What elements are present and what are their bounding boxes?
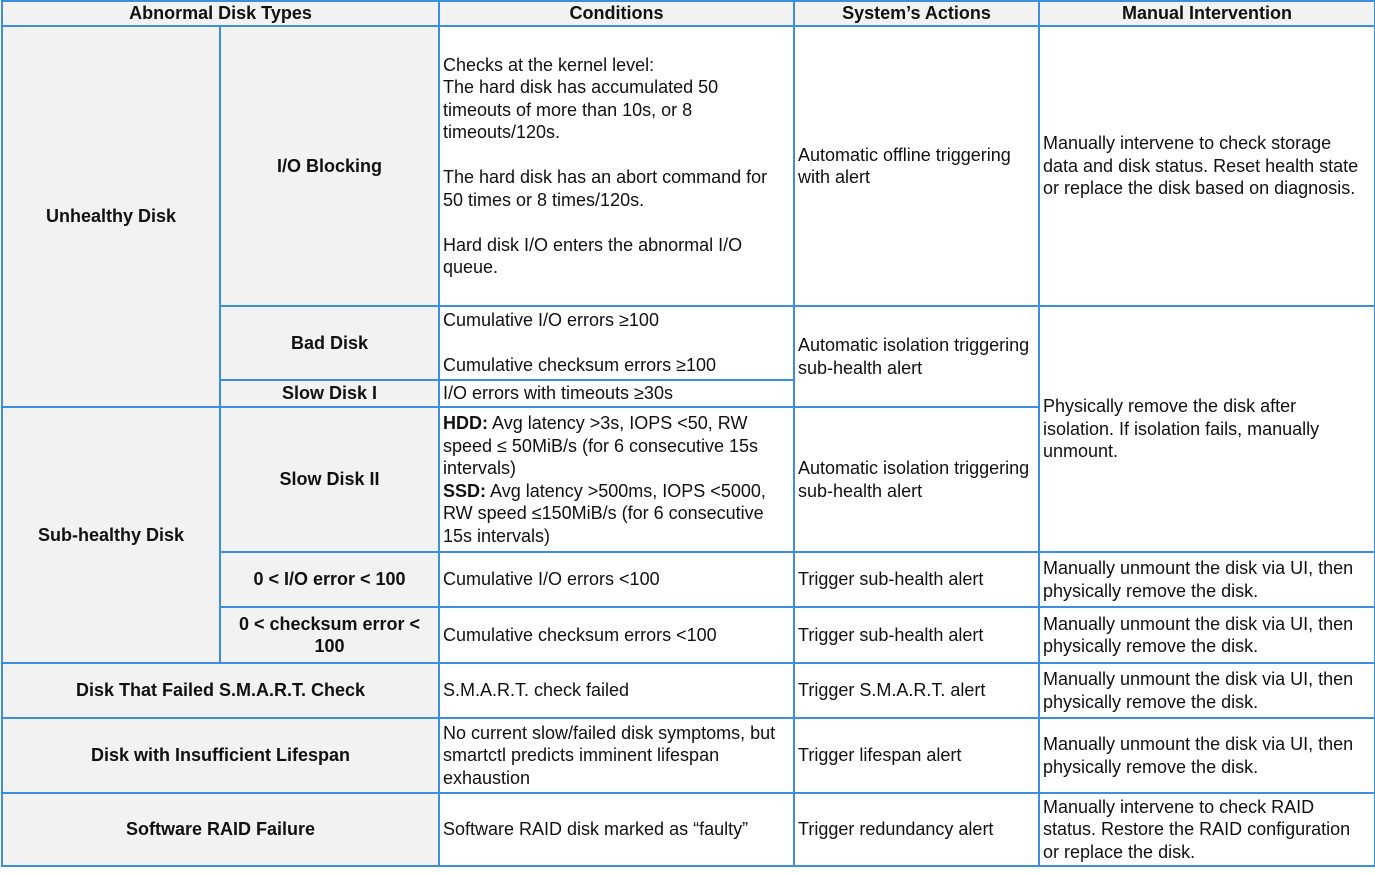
manual-smart: Manually unmount the disk via UI, then physically remove the disk. [1039, 663, 1375, 718]
type-smart: Disk That Failed S.M.A.R.T. Check [2, 663, 439, 718]
manual-lifespan: Manually unmount the disk via UI, then physically remove the disk. [1039, 718, 1375, 793]
header-manual: Manual Intervention [1039, 1, 1375, 26]
cond-bad-disk [439, 306, 794, 380]
hdd-label: HDD: [443, 413, 488, 433]
type-checksum-error: 0 < checksum error < 100 [220, 607, 439, 663]
cond-line: The hard disk has accumulated 50 timeouts of more than 10s, or 8 timeouts/120s. [443, 77, 719, 142]
action-slow-disk-2: Automatic isolation triggering sub-health alert [794, 407, 1039, 552]
type-raid: Software RAID Failure [2, 793, 439, 866]
cond-checksum-error: Cumulative checksum errors <100 [439, 607, 794, 663]
group-unhealthy: Unhealthy Disk [2, 26, 220, 407]
cond-io-blocking [439, 26, 794, 306]
header-actions: System’s Actions [794, 1, 1039, 26]
action-checksum-error: Trigger sub-health alert [794, 607, 1039, 663]
table-header-row [2, 1, 1375, 26]
header-types: Abnormal Disk Types [2, 1, 439, 26]
table-row [2, 26, 1375, 306]
cond-line: Hard disk I/O enters the abnormal I/O queue. [443, 234, 743, 277]
header-conditions: Conditions [439, 1, 794, 26]
action-io-blocking: Automatic offline triggering with alert [794, 26, 1039, 306]
cond-line: Cumulative I/O errors ≥100 [443, 310, 659, 331]
manual-raid: Manually intervene to check RAID status. Restore the RAID configuration or replace the disk. [1039, 793, 1375, 866]
type-io-blocking: I/O Blocking [220, 26, 439, 306]
cond-line: Checks at the kernel level: [443, 54, 655, 75]
type-lifespan: Disk with Insufficient Lifespan [2, 718, 439, 793]
manual-io-blocking: Manually intervene to check storage data and disk status. Reset health state or replace the disk based on diagnosis. [1039, 26, 1375, 306]
action-io-error: Trigger sub-health alert [794, 552, 1039, 607]
cond-io-error: Cumulative I/O errors <100 [439, 552, 794, 607]
cond-lifespan: No current slow/failed disk symptoms, but smartctl predicts imminent lifespan exhaustion [439, 718, 794, 793]
manual-io-error: Manually unmount the disk via UI, then physically remove the disk. [1039, 552, 1375, 607]
cond-line: Cumulative checksum errors ≥100 [443, 355, 716, 376]
cond-raid: Software RAID disk marked as “faulty” [439, 793, 794, 866]
action-bad-disk: Automatic isolation triggering sub-health alert [794, 306, 1039, 407]
abnormal-disk-table [1, 0, 1375, 867]
cond-ssd [443, 480, 790, 548]
table-row [2, 663, 1375, 718]
table-row [2, 718, 1375, 793]
type-slow-disk-2: Slow Disk II [220, 407, 439, 552]
action-raid: Trigger redundancy alert [794, 793, 1039, 866]
type-bad-disk: Bad Disk [220, 306, 439, 380]
ssd-text: Avg latency >500ms, IOPS <5000, RW speed ≤150MiB/s (for 6 consecutive 15s intervals) [443, 480, 766, 546]
cond-line: The hard disk has an abort command for 50 times or 8 times/120s. [443, 167, 768, 210]
table-row [2, 793, 1375, 866]
cond-slow-disk-2 [439, 407, 794, 552]
cond-slow-disk-1: I/O errors with timeouts ≥30s [439, 380, 794, 407]
action-lifespan: Trigger lifespan alert [794, 718, 1039, 793]
type-slow-disk-1: Slow Disk I [220, 380, 439, 407]
action-smart: Trigger S.M.A.R.T. alert [794, 663, 1039, 718]
cond-smart: S.M.A.R.T. check failed [439, 663, 794, 718]
type-io-error: 0 < I/O error < 100 [220, 552, 439, 607]
manual-checksum-error: Manually unmount the disk via UI, then physically remove the disk. [1039, 607, 1375, 663]
ssd-label: SSD: [443, 480, 487, 501]
cond-hdd [443, 412, 790, 480]
group-subhealthy: Sub-healthy Disk [2, 407, 220, 663]
manual-isolation: Physically remove the disk after isolation. If isolation fails, manually unmount. [1039, 306, 1375, 552]
hdd-text: Avg latency >3s, IOPS <50, RW speed ≤ 50MiB/s (for 6 consecutive 15s intervals) [443, 413, 759, 478]
